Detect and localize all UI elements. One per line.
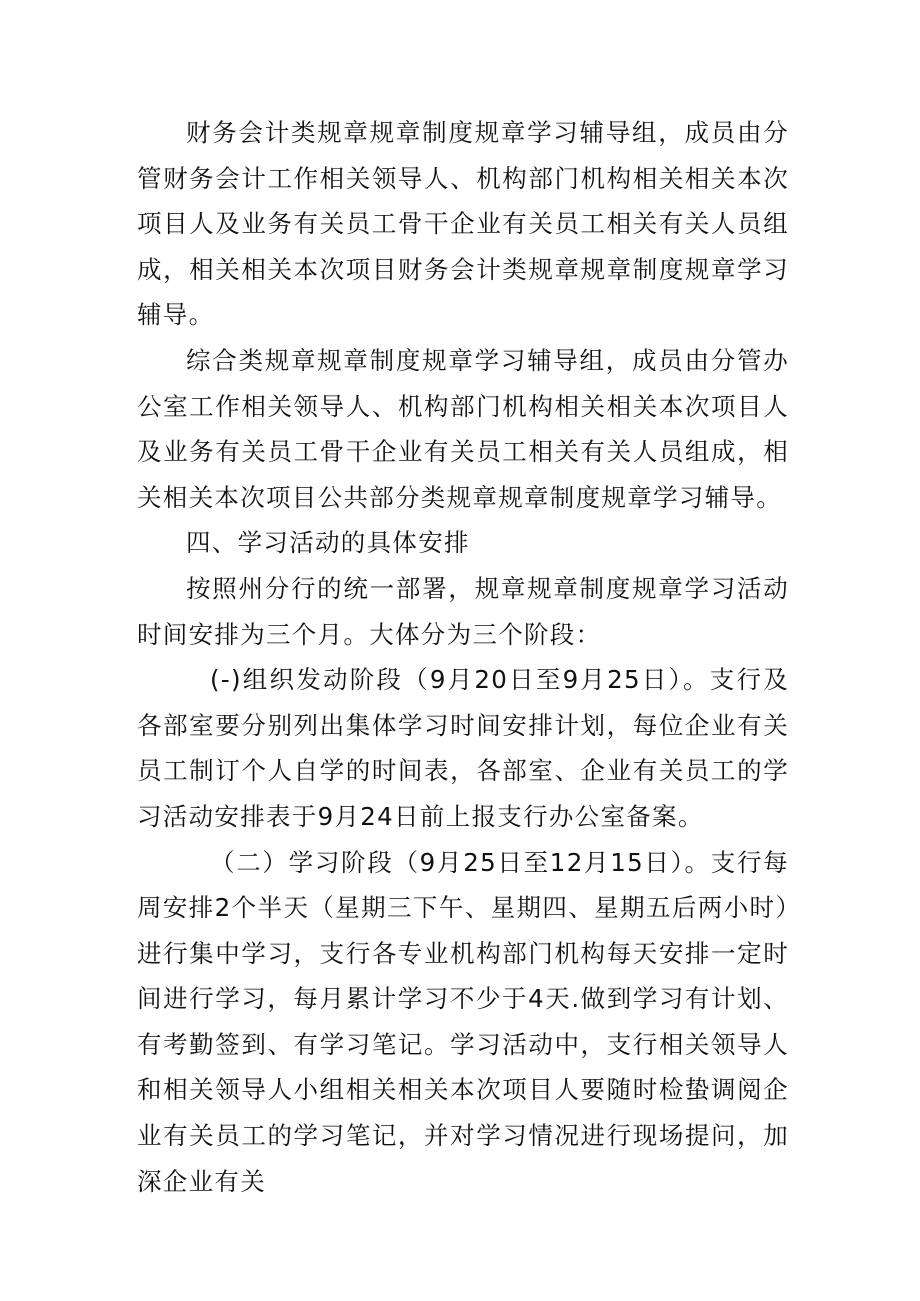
paragraph-schedule-overview: 按照州分行的统一部署，规章规章制度规章学习活动时间安排为三个月。大体分为三个阶段： (137, 573, 789, 649)
paragraph-finance-tutoring-group: 财务会计类规章规章制度规章学习辅导组，成员由分管财务会计工作相关领导人、机构部门机构相关相关本次项目人及业务有关员工骨干企业有关员工相关有关人员组成，相关相关本次项目财务会计类规章规章制度规章学习辅导。 (137, 118, 789, 330)
document-body (137, 110, 789, 1204)
section-heading-study-arrangement: 四、学习活动的具体安排 (186, 528, 470, 558)
paragraph-general-tutoring-group: 综合类规章规章制度规章学习辅导组，成员由分管办公室工作相关领导人、机构部门机构相关相关本次项目人及业务有关员工骨干企业有关员工相关有关人员组成，相关相关本次项目公共部分类规章规章制度规章学习辅导。 (137, 345, 789, 512)
paragraph-phase-mobilization: (-)组织发动阶段（9月20日至9月25日）。支行及各部室要分别列出集体学习时间安排计划，每位企业有关员工制订个人自学的时间表，各部室、企业有关员工的学习活动安排表于9月24日前上报支行办公室备案。 (137, 665, 789, 831)
paragraph-phase-study: （二）学习阶段（9月25日至12月15日）。支行每周安排2个半天（星期三下午、星期四、星期五后两小时）进行集中学习，支行各专业机构部门机构每天安排一定时间进行学习，每月累计学习不少于4天.做到学习有计划、有考勤签到、有学习笔记。学习活动中，支行相关领导人和相关领导人小组相关相关本次项目人要随时检蛰调阅企业有关员工的学习笔记，并对学习情况进行现场提问，加深企业有关 (137, 847, 789, 1196)
